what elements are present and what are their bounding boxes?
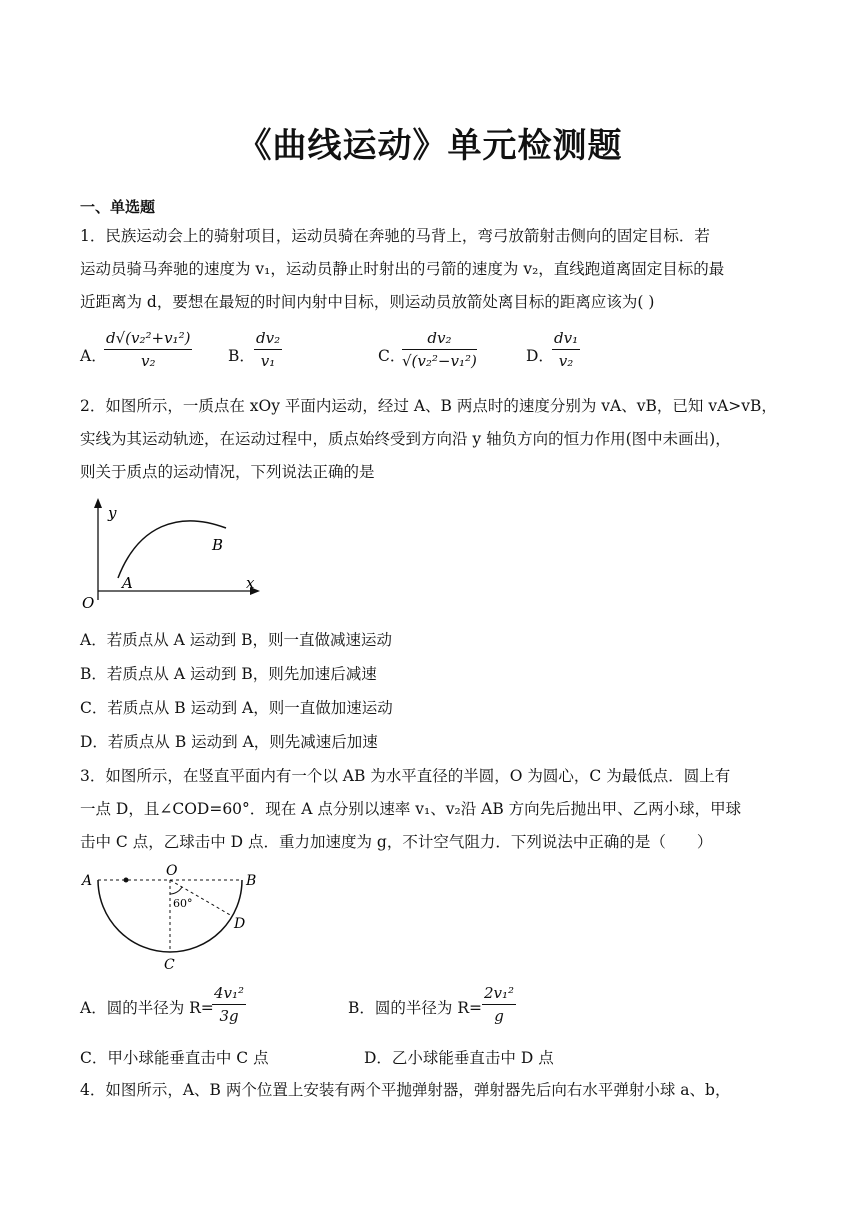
page-title: 《曲线运动》单元检测题 bbox=[237, 126, 623, 166]
q1-option-d-label: D． bbox=[526, 347, 554, 365]
q1-line-1: 1．民族运动会上的骑射项目，运动员骑在奔驰的马背上，弯弓放箭射击侧向的固定目标．若 bbox=[80, 227, 710, 245]
q2-fig-b-label: B bbox=[212, 536, 224, 554]
q1-option-c-num: dv₂ bbox=[402, 329, 477, 350]
q1-option-a-num: d√(v₂²+v₁²) bbox=[104, 329, 192, 350]
q3-fig-c-label: C bbox=[164, 957, 175, 972]
q3-option-a-den: 3g bbox=[219, 1007, 239, 1025]
q3-option-b-num: 2v₁² bbox=[482, 984, 516, 1005]
q3-semicircle-figure bbox=[78, 860, 268, 972]
q3-option-b-fraction bbox=[482, 984, 516, 1025]
q3-line-3: 击中 C 点，乙球击中 D 点．重力加速度为 g，不计空气阻力．下列说法中正确的是（ ） bbox=[80, 833, 713, 851]
q3-fig-o-label: O bbox=[166, 863, 178, 879]
q3-option-a-num: 4v₁² bbox=[212, 984, 246, 1005]
q1-option-c-label: C． bbox=[378, 347, 406, 365]
q1-line-3: 近距离为 d，要想在最短的时间内射中目标，则运动员放箭处离目标的距离应该为( ) bbox=[80, 293, 655, 311]
q1-option-d-fraction bbox=[552, 329, 580, 370]
q2-fig-y-label: y bbox=[108, 504, 117, 522]
q3-fig-a-label: A bbox=[82, 873, 93, 889]
q3-fig-d-label: D bbox=[234, 916, 246, 932]
q3-line-1: 3．如图所示，在竖直平面内有一个以 AB 为水平直径的半圆，O 为圆心，C 为最低点．圆上有 bbox=[80, 767, 731, 785]
q3-fig-b-label: B bbox=[246, 873, 257, 889]
q3-option-a-label: A．圆的半径为 R= bbox=[80, 999, 214, 1017]
q2-fig-o-label: O bbox=[82, 594, 95, 612]
q3-option-b-label: B．圆的半径为 R= bbox=[348, 999, 482, 1017]
q1-option-d-num: dv₁ bbox=[552, 329, 580, 350]
q3-option-b-den: g bbox=[494, 1007, 504, 1025]
q2-line-1: 2．如图所示，一质点在 xOy 平面内运动，经过 A、B 两点时的速度分别为 vA、vB，已知 vA>vB， bbox=[80, 397, 777, 415]
q1-option-d-den: v₂ bbox=[558, 352, 574, 370]
q2-fig-x-label: x bbox=[246, 574, 255, 592]
q1-option-b-fraction bbox=[254, 329, 282, 370]
q2-option-b: B．若质点从 A 运动到 B，则先加速后减速 bbox=[80, 665, 377, 683]
q2-line-2: 实线为其运动轨迹，在运动过程中，质点始终受到方向沿 y 轴负方向的恒力作用(图中未画出)， bbox=[80, 430, 731, 448]
q3-line-2: 一点 D，且∠COD=60°．现在 A 点分别以速率 v₁、v₂沿 AB 方向先后抛出甲、乙两小球，甲球 bbox=[80, 800, 742, 818]
q3-option-d: D．乙小球能垂直击中 D 点 bbox=[364, 1049, 554, 1067]
q3-option-c: C．甲小球能垂直击中 C 点 bbox=[80, 1049, 269, 1067]
q1-option-b-den: v₁ bbox=[260, 352, 276, 370]
section-heading: 一、单选题 bbox=[80, 198, 156, 216]
q1-line-2: 运动员骑马奔驰的速度为 v₁，运动员静止时射出的弓箭的速度为 v₂，直线跑道离固定目标的最 bbox=[80, 260, 725, 278]
q3-fig-angle-label: 60° bbox=[173, 897, 193, 910]
q1-option-b-label: B． bbox=[228, 347, 255, 365]
q2-line-3: 则关于质点的运动情况，下列说法正确的是 bbox=[80, 463, 375, 481]
q1-option-c-den: √(v₂²−v₁²) bbox=[402, 352, 477, 370]
q1-option-b-num: dv₂ bbox=[254, 329, 282, 350]
q2-option-a: A．若质点从 A 运动到 B，则一直做减速运动 bbox=[80, 631, 393, 649]
q1-option-a-den: v₂ bbox=[140, 352, 156, 370]
q1-option-a-fraction bbox=[104, 329, 192, 370]
q2-fig-a-label: A bbox=[122, 574, 133, 592]
q1-option-a-label: A． bbox=[80, 347, 107, 365]
q2-option-d: D．若质点从 B 运动到 A，则先减速后加速 bbox=[80, 733, 378, 751]
q1-option-c-fraction bbox=[402, 329, 477, 370]
q2-option-c: C．若质点从 B 运动到 A，则一直做加速运动 bbox=[80, 699, 393, 717]
q2-trajectory-figure bbox=[78, 496, 268, 616]
q4-line-1: 4．如图所示，A、B 两个位置上安装有两个平抛弹射器，弹射器先后向右水平弹射小球 a、b， bbox=[80, 1081, 731, 1099]
q3-option-a-fraction bbox=[212, 984, 246, 1025]
